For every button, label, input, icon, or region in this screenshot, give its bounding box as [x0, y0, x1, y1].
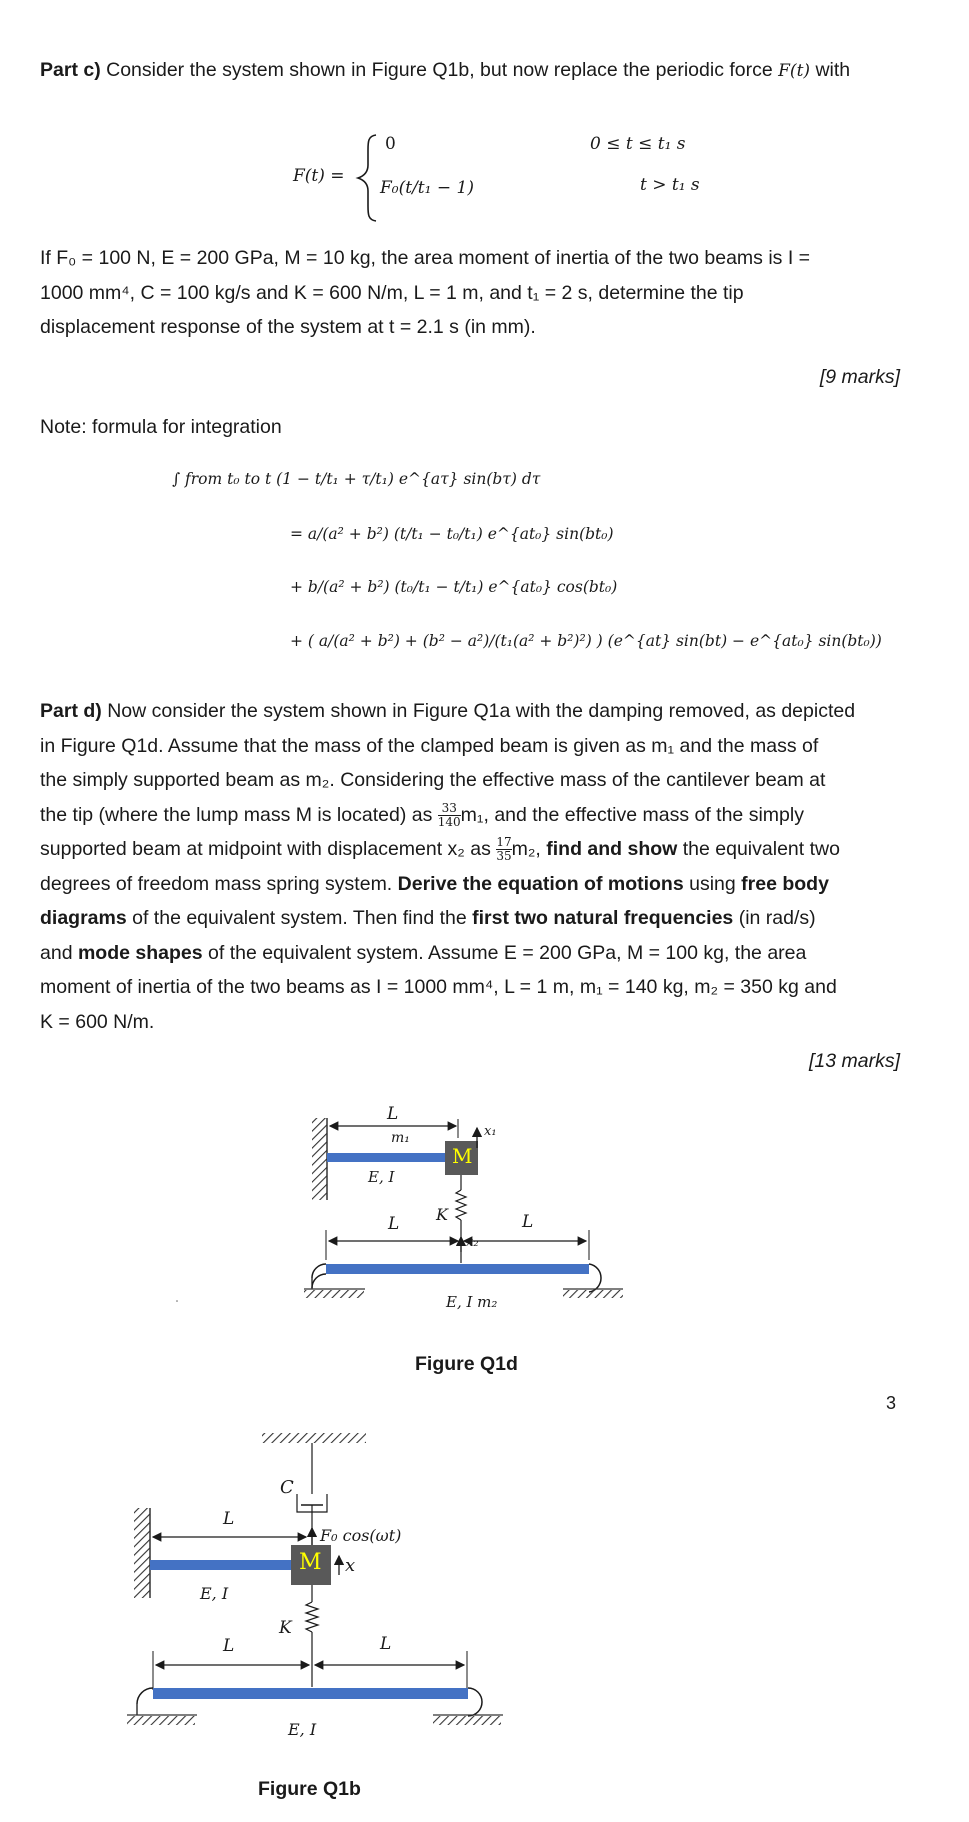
note-term1: = a/(a² + b²) (t/t₁ − t₀/t₁) e^{at₀} sin(bt₀)	[290, 525, 614, 543]
q1b-simply-supported-beam	[153, 1688, 468, 1699]
part-c-given: If F₀ = 100 N, E = 200 GPa, M = 10 kg, the area moment of inertia of the two beams is I = 1000 mm⁴, C = 100 kg/s and K = 600 N/m, L = 1 m, and t₁ = 2 s, determine the tip displacement response of the system at t = 2.1 s (in mm).	[40, 247, 811, 338]
q1b-ground-left	[127, 1716, 195, 1725]
q1b-L-right: L	[380, 1634, 392, 1654]
case2-cond: t > t₁ s	[640, 175, 700, 195]
note-integral: ∫ from t₀ to t (1 − t/t₁ + τ/t₁) e^{aτ} sin(bτ) dτ	[172, 470, 541, 488]
q1b-mass-label: M	[299, 1550, 322, 1575]
q1d-x1: x₁	[484, 1124, 497, 1139]
q1d-m1: m₁	[391, 1130, 410, 1146]
note-heading: Note: formula for integration	[40, 416, 282, 438]
note-term2: + b/(a² + b²) (t₀/t₁ − t/t₁) e^{at₀} cos(bt₀)	[290, 578, 618, 596]
q1b-EI-bottom: E, I	[288, 1720, 317, 1739]
q1d-L-top: L	[387, 1104, 399, 1124]
note-term3: + ( a/(a² + b²) + (b² − a²)/(t₁(a² + b²)²) ) (e^{at} sin(bt) − e^{at₀} sin(bt₀))	[290, 632, 882, 650]
q1d-L-right: L	[522, 1212, 534, 1232]
frac2-num: 17	[496, 835, 512, 850]
q1b-spring	[306, 1602, 318, 1632]
q1b-L-top: L	[223, 1509, 235, 1529]
piecewise-lhs: F(t) =	[293, 166, 345, 186]
q1b-x: x	[345, 1555, 356, 1576]
q1b-cantilever-beam	[150, 1560, 295, 1570]
case2-expr: F₀(t/t₁ − 1)	[380, 178, 474, 198]
part-d-marks: [13 marks]	[808, 1050, 900, 1072]
q1b-wall	[134, 1508, 150, 1598]
page-number: 3	[886, 1393, 897, 1413]
q1b-ground-right	[433, 1716, 501, 1725]
q1b-K: K	[279, 1618, 292, 1638]
q1d-K: K	[436, 1205, 448, 1224]
frac1-den: 140	[437, 814, 461, 829]
frac1-num: 33	[438, 802, 461, 816]
figure-q1d-caption: Figure Q1d	[415, 1353, 518, 1375]
part-d-label: Part d)	[40, 700, 102, 722]
q1b-ceiling	[262, 1433, 366, 1443]
q1d-EI-top: E, I	[368, 1168, 395, 1186]
q1d-x2: x₂	[466, 1235, 479, 1250]
part-d-text: Part d) Now consider the system shown in Figure Q1a with the damping removed, as depicted in Figure Q1d. Assume that the mass of the clamped beam is given as m₁ and the mass of the simply supported beam as m₂. Considering the effective mass of the cantilever beam at the tip (where the lump mass M is located) as $\frac{33}{140}$ m₁, and the effective mass of the simply supported beam at midpoint with displacement x₂ as $\frac{17}{35}$ m₂, find and show the equivalent two degrees of freedom mass spring system. Derive the equation of motions using free body diagrams of the equivalent system. Then find the first two natural frequencies (in rad/s) and mode shapes of the equivalent system. Assume E = 200 GPa, M = 100 kg, the area moment of inertia of the two beams as I = 1000 mm⁴, L = 1 m, m₁ = 140 kg, m₂ = 350 kg and K = 600 N/m.	[40, 700, 856, 1033]
q1d-EI-bottom: E, I m₂	[446, 1293, 498, 1311]
case1-cond: 0 ≤ t ≤ t₁ s	[590, 134, 686, 154]
q1b-EI-top: E, I	[200, 1584, 229, 1603]
part-c-intro: Part c) Consider the system shown in Figure Q1b, but now replace the periodic force F(t) with	[40, 59, 851, 81]
part-c-label: Part c)	[40, 59, 101, 81]
q1d-mass-label: M	[452, 1144, 473, 1168]
part-c-intro-text: Consider the system shown in Figure Q1b, but now replace the periodic force	[106, 59, 779, 81]
frac2-den: 35	[496, 849, 512, 864]
figure-q1b-caption: Figure Q1b	[258, 1778, 361, 1800]
case1-expr: 0	[385, 134, 396, 154]
q1b-C: C	[280, 1477, 294, 1498]
q1b-force: F₀ cos(ωt)	[320, 1526, 402, 1545]
part-c-marks: [9 marks]	[819, 366, 900, 388]
q1b-L-left: L	[223, 1636, 235, 1656]
q1d-L-left: L	[388, 1214, 400, 1234]
force-symbol: F(t)	[778, 61, 811, 81]
